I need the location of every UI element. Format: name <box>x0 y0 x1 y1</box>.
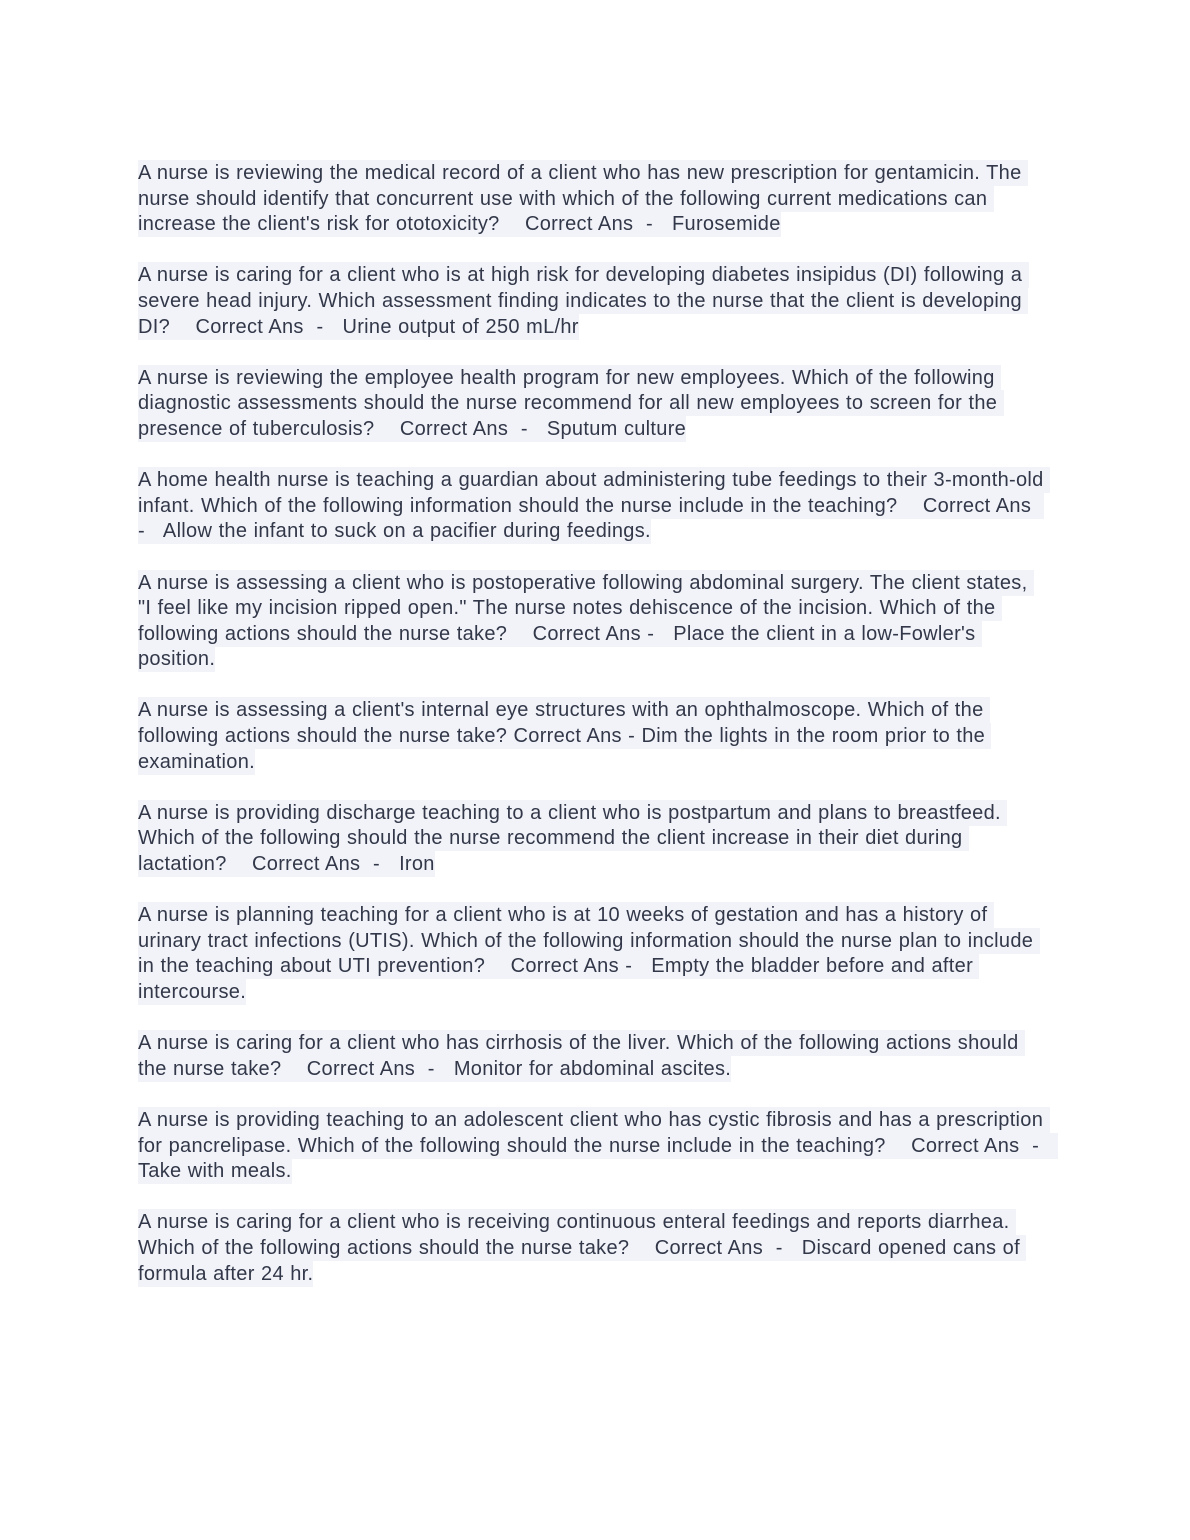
qa-paragraph <box>138 1031 1046 1082</box>
qa-text: A nurse is providing teaching to an adolescent client who has cystic fibrosis and has a prescription for pancrelipase. Which of the following should the nurse include in the teaching? Correct Ans - Take with meals. <box>138 1108 1059 1183</box>
qa-text: A nurse is caring for a client who has cirrhosis of the liver. Which of the following actions should the nurse take? Correct Ans - Monitor for abdominal ascites. <box>138 1032 1025 1080</box>
qa-text: A nurse is assessing a client's internal eye structures with an ophthalmoscope. Which of the following actions should the nurse take? Correct Ans - Dim the lights in the room prior to the examination. <box>138 699 992 773</box>
qa-paragraph <box>138 1108 1059 1185</box>
qa-paragraph <box>138 571 1046 673</box>
qa-text: A nurse is reviewing the medical record of a client who has new prescription for gentamicin. The nurse should identify that concurrent use with which of the following current medications can increase the client's risk for ototoxicity? Correct Ans - Furosemide <box>138 162 1028 236</box>
document-content <box>138 161 1059 1287</box>
qa-text: A home health nurse is teaching a guardian about administering tube feedings to their 3-month-old infant. Which of the following information should the nurse include in the teaching? Correct Ans - Allow the infant to suck on a pacifier during feedings. <box>138 469 1050 543</box>
qa-paragraph <box>138 1210 1046 1287</box>
qa-text: A nurse is providing discharge teaching to a client who is postpartum and plans to breastfeed. Which of the following should the nurse recommend the client increase in their diet during lactation? Correct Ans - Iron <box>138 801 1008 876</box>
qa-paragraph <box>138 263 1046 340</box>
qa-text: A nurse is caring for a client who is receiving continuous enteral feedings and reports diarrhea. Which of the following actions should the nurse take? Correct Ans - Discard opened cans of formula after 24 hr. <box>138 1211 1027 1285</box>
qa-text: A nurse is caring for a client who is at high risk for developing diabetes insipidus (DI) following a severe head injury. Which assessment finding indicates to the nurse that the client is developing DI? Correct Ans - Urine output of 250 mL/hr <box>138 264 1029 338</box>
qa-paragraph <box>138 903 1046 1005</box>
qa-paragraph <box>138 161 1046 238</box>
qa-paragraph <box>138 468 1050 545</box>
qa-text: A nurse is reviewing the employee health program for new employees. Which of the following diagnostic assessments should the nurse recommend for all new employees to screen for the presence of tuberculosis? Correct Ans - Sputum culture <box>138 366 1004 440</box>
qa-text: A nurse is planning teaching for a client who is at 10 weeks of gestation and has a history of urinary tract infections (UTIS). Which of the following information should the nurse plan to include in the teaching about UTI prevention? Correct Ans - Empty the bladder before and after intercourse. <box>138 904 1040 1003</box>
qa-text: A nurse is assessing a client who is postoperative following abdominal surgery. The client states, "I feel like my incision ripped open." The nurse notes dehiscence of the incision. Which of the following actions should the nurse take? Correct Ans - Place the client in a low-Fowler's position. <box>138 571 1034 671</box>
qa-paragraph <box>138 366 1046 443</box>
qa-paragraph <box>138 801 1046 878</box>
qa-paragraph <box>138 698 1046 775</box>
